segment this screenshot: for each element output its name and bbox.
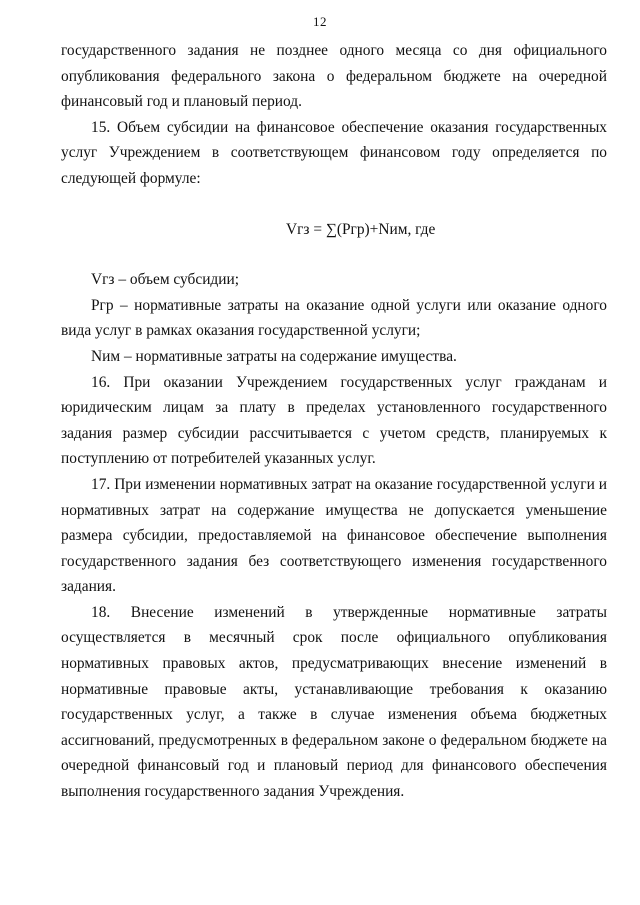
paragraph-15: 15. Объем субсидии на финансовое обеспечение оказания государственных услуг Учреждением в соответствующем финансовом году определяется по следующей формуле: [61, 118, 607, 187]
paragraph-16: 16. При оказании Учреждением государственных услуг гражданам и юридическим лицам за плату в пределах установленного государственного задания размер субсидии рассчитывается с учетом средств, планируемых к поступлению от потребителей указанных услуг. [61, 373, 607, 468]
definition-vgz: Vгз – объем субсидии; [91, 271, 240, 289]
definition-pgr: Pгр – нормативные затраты на оказание одной услуги или оказание одного вида услуг в рамках оказания государственной услуги; [61, 296, 607, 340]
paragraph-17: 17. При изменении нормативных затрат на оказание государственной услуги и нормативных затрат на содержание имущества не допускается уменьшение размера субсидии, предоставляемой на финансовое обеспечение выполнения государственного задания без соответствующего изменения государственного задания. [61, 475, 607, 596]
paragraph-continuation: государственного задания не позднее одного месяца со дня официального опубликования федерального закона о федеральном бюджете на очередной финансовый год и плановый период. [61, 42, 607, 111]
definition-nim: Nим – нормативные затраты на содержание имущества. [91, 347, 457, 365]
paragraph-18: 18. Внесение изменений в утвержденные нормативные затраты осуществляется в месячный срок после официального опубликования нормативных правовых актов, предусматривающих внесение изменений в нормативные правовые акты, устанавливающие требования к оказанию государственных услуг, а также в случае изменения объема бюджетных ассигнований, предусмотренных в федеральном законе о федеральном бюджете на очередной финансовый год и плановый период для финансового обеспечения выполнения государственного задания Учреждения. [61, 603, 607, 801]
document-body [61, 38, 607, 805]
page-number: 12 [313, 14, 327, 29]
subsidy-formula: Vгз = ∑(Pгр)+Nим, где [286, 220, 436, 238]
